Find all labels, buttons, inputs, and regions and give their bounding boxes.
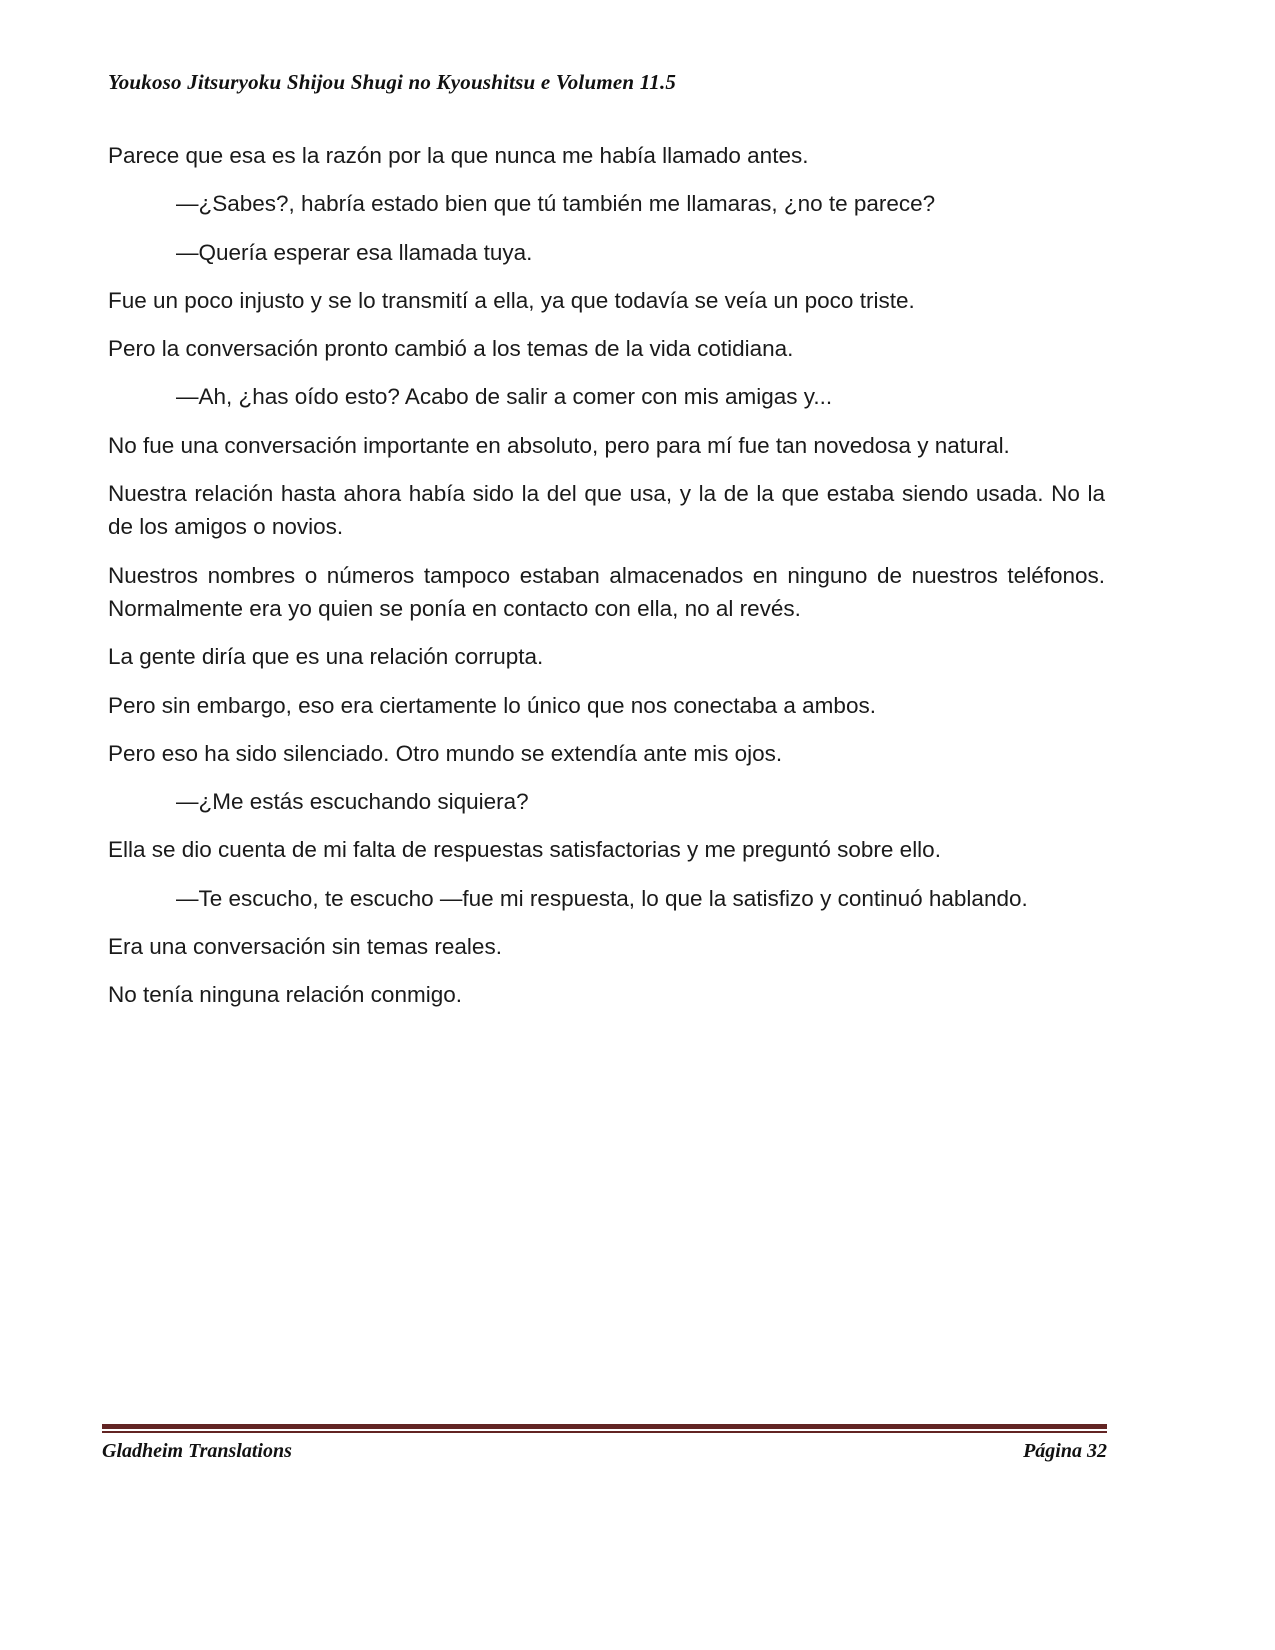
footer-page-number: Página 32 [1023, 1440, 1107, 1462]
footer-translator: Gladheim Translations [102, 1440, 292, 1462]
footer-divider [102, 1424, 1107, 1433]
dialogue-paragraph: —Ah, ¿has oído esto? Acabo de salir a comer con mis amigas y... [176, 384, 833, 410]
paragraph: Era una conversación sin temas reales. [108, 934, 502, 960]
dialogue-paragraph: —¿Sabes?, habría estado bien que tú también me llamaras, ¿no te parece? [176, 191, 936, 217]
body-text [108, 139, 1105, 1012]
paragraph: Pero eso ha sido silenciado. Otro mundo se extendía ante mis ojos. [108, 740, 783, 766]
paragraph: No tenía ninguna relación conmigo. [108, 982, 462, 1008]
paragraph: No fue una conversación importante en absoluto, pero para mí fue tan novedosa y natural. [108, 432, 1010, 458]
paragraph: Nuestra relación hasta ahora había sido la del que usa, y la de la que estaba siendo usada. No la de los amigos o novios. [108, 481, 1105, 540]
dialogue-paragraph: —Te escucho, te escucho —fue mi respuesta, lo que la satisfizo y continuó hablando. [176, 885, 1028, 911]
paragraph: Nuestros nombres o números tampoco estaban almacenados en ninguno de nuestros teléfonos. Normalmente era yo quien se ponía en contacto con ella, no al revés. [108, 562, 1105, 621]
dialogue-paragraph: —Quería esperar esa llamada tuya. [176, 239, 533, 265]
paragraph: Parece que esa es la razón por la que nunca me había llamado antes. [108, 143, 809, 168]
paragraph: Fue un poco injusto y se lo transmití a ella, ya que todavía se veía un poco triste. [108, 287, 915, 313]
paragraph: Pero sin embargo, eso era ciertamente lo único que nos conectaba a ambos. [108, 692, 876, 718]
dialogue-paragraph: —¿Me estás escuchando siquiera? [176, 789, 529, 815]
paragraph: Ella se dio cuenta de mi falta de respuestas satisfactorias y me preguntó sobre ello. [108, 837, 941, 863]
page-header [108, 70, 1105, 95]
header-title: Youkoso Jitsuryoku Shijou Shugi no Kyoushitsu e Volumen 11.5 [108, 70, 677, 94]
page-footer [102, 1424, 1107, 1463]
paragraph: Pero la conversación pronto cambió a los temas de la vida cotidiana. [108, 336, 794, 362]
paragraph: La gente diría que es una relación corrupta. [108, 644, 544, 670]
